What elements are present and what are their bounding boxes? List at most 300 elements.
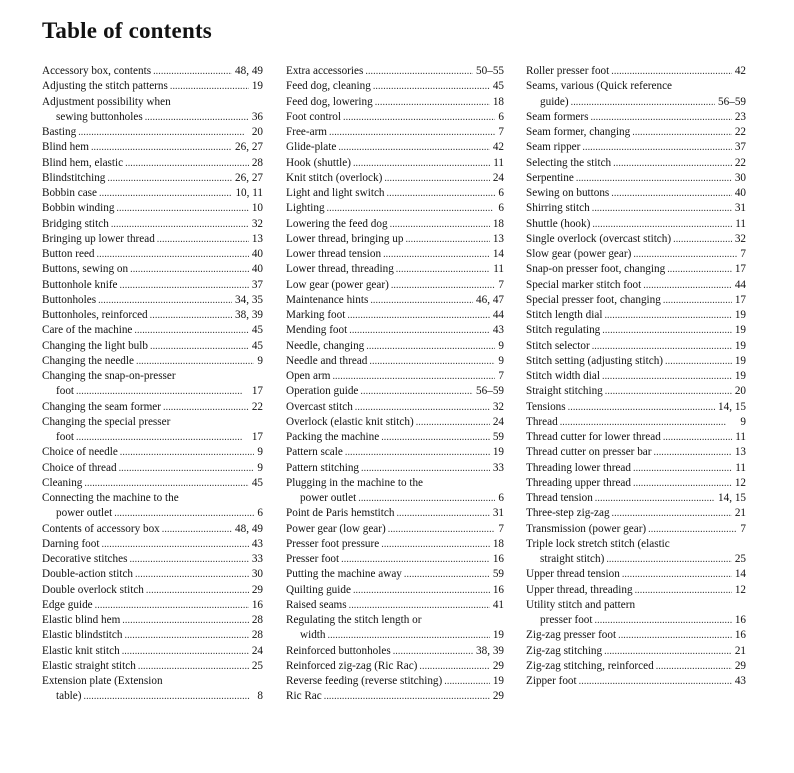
entry-label: Light and light switch	[286, 187, 385, 199]
index-entry	[526, 79, 746, 94]
dot-leader	[111, 217, 249, 232]
entry-page-number: 43	[251, 537, 263, 550]
index-entry	[42, 522, 263, 537]
entry-label: Selecting the stitch	[526, 156, 612, 169]
dot-leader	[107, 171, 232, 186]
index-entry	[286, 659, 504, 674]
dot-leader	[332, 369, 495, 384]
entry-page-number: 29	[492, 690, 504, 703]
entry-page-number: 45	[251, 476, 263, 489]
dot-leader	[654, 445, 732, 460]
entry-label: Serpentine	[526, 171, 574, 184]
entry-page-number: 56–59	[718, 95, 746, 108]
dot-leader	[98, 293, 232, 308]
dot-leader	[360, 384, 473, 399]
entry-label: Sewing on buttons	[526, 187, 610, 199]
entry-label: Point de Paris hemstitch	[286, 507, 395, 520]
entry-label: Stitch setting (adjusting stitch)	[526, 354, 664, 367]
index-entry	[286, 598, 504, 613]
index-entry	[42, 491, 263, 506]
dot-leader	[163, 400, 249, 415]
entry-label: Changing the special presser	[42, 415, 171, 428]
entry-page-number: 40	[251, 263, 263, 276]
entry-page-number: 38, 39	[235, 309, 263, 321]
entry-page-number: 11	[493, 156, 504, 169]
entry-page-number: 19	[734, 324, 746, 337]
dot-leader	[341, 552, 490, 567]
entry-label: Seam former, changing	[526, 126, 631, 138]
entry-page-number: 36	[251, 110, 263, 123]
dot-leader	[416, 415, 490, 430]
dot-leader	[613, 156, 732, 171]
entry-page-number: 6	[257, 507, 263, 520]
index-entry	[42, 110, 263, 125]
index-entry	[286, 110, 504, 125]
dot-leader	[604, 644, 732, 659]
dot-leader	[383, 247, 490, 262]
entry-label: Glide-plate	[286, 141, 337, 154]
entry-page-number: 7	[498, 370, 504, 382]
entry-page-number: 19	[492, 446, 504, 459]
entry-label: Extra accessories	[286, 65, 364, 77]
entry-label: Lighting	[286, 202, 325, 215]
dot-leader	[129, 552, 248, 567]
dot-leader	[120, 278, 249, 293]
dot-leader	[97, 247, 249, 262]
index-entry	[526, 659, 746, 674]
entry-label: Care of the machine	[42, 324, 133, 337]
entry-label: Thread cutter for lower thread	[526, 431, 661, 443]
entry-label: Needle and thread	[286, 354, 368, 367]
index-entry	[286, 674, 504, 689]
index-entry	[286, 430, 504, 445]
dot-leader	[568, 400, 715, 415]
dot-leader	[560, 415, 738, 430]
index-entry	[526, 522, 746, 537]
dot-leader	[576, 171, 732, 186]
entry-page-number: 16	[734, 614, 746, 626]
entry-label: Stitch length dial	[526, 309, 603, 321]
index-entry	[42, 613, 263, 628]
index-entry	[526, 140, 746, 155]
entry-page-number: 10, 11	[235, 187, 263, 199]
entry-page-number: 8	[257, 690, 263, 703]
index-entry	[42, 308, 263, 323]
index-entry	[286, 491, 504, 506]
index-entry	[286, 583, 504, 598]
entry-label: Lower thread, bringing up	[286, 232, 404, 245]
index-entry	[526, 217, 746, 232]
entry-page-number: 25	[251, 659, 263, 672]
index-entry	[526, 339, 746, 354]
dot-leader	[324, 689, 490, 704]
entry-page-number: 16	[251, 598, 263, 611]
entry-page-number: 28	[251, 614, 263, 626]
entry-label: Blind hem	[42, 141, 89, 154]
entry-page-number: 56–59	[476, 385, 504, 398]
dot-leader	[602, 323, 732, 338]
index-entry	[286, 278, 504, 293]
entry-page-number: 21	[734, 507, 746, 520]
entry-page-number: 48, 49	[235, 65, 263, 77]
index-entry	[42, 598, 263, 613]
entry-page-number: 32	[251, 217, 263, 230]
entry-page-number: 11	[735, 431, 746, 443]
entry-page-number: 18	[492, 217, 504, 230]
entry-page-number: 10	[251, 202, 263, 215]
entry-page-number: 13	[734, 446, 746, 459]
entry-page-number: 40	[734, 187, 746, 199]
entry-label: Open arm	[286, 370, 331, 382]
dot-leader	[405, 232, 489, 247]
index-entry	[42, 369, 263, 384]
entry-page-number: 33	[492, 461, 504, 474]
entry-label: Snap-on presser foot, changing	[526, 263, 666, 276]
index-entry	[526, 674, 746, 689]
dot-leader	[663, 293, 732, 308]
index-entry	[42, 64, 263, 79]
entry-label: Zig-zag presser foot	[526, 629, 617, 642]
dot-leader	[396, 262, 490, 277]
entry-page-number: 9	[498, 339, 504, 352]
entry-page-number: 19	[734, 309, 746, 321]
index-entry	[42, 262, 263, 277]
index-entry	[42, 278, 263, 293]
index-entry	[286, 95, 504, 110]
entry-label: Single overlock (overcast stitch)	[526, 232, 672, 245]
entry-page-number: 20	[251, 126, 263, 138]
entry-page-number: 42	[492, 141, 504, 154]
dot-leader	[136, 354, 254, 369]
dot-leader	[122, 613, 249, 628]
index-entry	[286, 156, 504, 171]
entry-label: Shuttle (hook)	[526, 217, 591, 230]
entry-page-number: 16	[492, 553, 504, 565]
index-entry	[286, 354, 504, 369]
dot-leader	[381, 430, 490, 445]
dot-leader	[162, 522, 232, 537]
entry-label: power outlet	[300, 492, 357, 504]
index-entry	[42, 339, 263, 354]
entry-page-number: 44	[734, 278, 746, 291]
entry-page-number: 7	[498, 126, 504, 138]
dot-leader	[369, 354, 495, 369]
entry-label: Zig-zag stitching, reinforced	[526, 659, 654, 672]
entry-label: Lowering the feed dog	[286, 217, 388, 230]
index-entry	[526, 476, 746, 491]
entry-label: Bridging stitch	[42, 217, 109, 230]
entry-label: Pattern stitching	[286, 461, 360, 474]
entry-label: Overcast stitch	[286, 400, 353, 413]
index-entry	[42, 628, 263, 643]
index-entry	[286, 217, 504, 232]
dot-leader	[150, 308, 232, 323]
dot-leader	[353, 583, 490, 598]
index-entry	[42, 79, 263, 94]
index-entry	[42, 445, 263, 460]
entry-page-number: 9	[740, 415, 746, 428]
index-entry	[526, 247, 746, 262]
dot-leader	[632, 125, 732, 140]
dot-leader	[101, 537, 248, 552]
entry-page-number: 19	[492, 629, 504, 642]
entry-page-number: 30	[734, 171, 746, 184]
entry-page-number: 37	[734, 141, 746, 154]
index-entry	[42, 689, 263, 704]
dot-leader	[343, 110, 495, 125]
page-title: Table of contents	[42, 18, 212, 43]
entry-page-number: 59	[492, 568, 504, 581]
index-entry	[42, 430, 263, 445]
entry-label: Quilting guide	[286, 583, 351, 596]
entry-page-number: 22	[734, 126, 746, 138]
entry-label: Cleaning	[42, 476, 83, 489]
entry-label: Lower thread, threading	[286, 263, 394, 276]
entry-label: Basting	[42, 126, 77, 138]
entry-label: Threading lower thread	[526, 461, 631, 474]
entry-label: Buttonholes, reinforced	[42, 309, 148, 321]
dot-leader	[396, 506, 489, 521]
entry-page-number: 33	[251, 553, 263, 565]
index-entry	[526, 308, 746, 323]
entry-page-number: 22	[251, 400, 263, 413]
index-entry	[286, 400, 504, 415]
entry-page-number: 32	[492, 400, 504, 413]
entry-label: Double-action stitch	[42, 568, 134, 581]
index-entry	[286, 369, 504, 384]
entry-label: presser foot	[540, 614, 593, 626]
index-entry	[526, 400, 746, 415]
index-entry	[42, 567, 263, 582]
index-entry	[42, 506, 263, 521]
dot-leader	[119, 461, 255, 476]
dot-leader	[387, 186, 496, 201]
entry-label: Putting the machine away	[286, 568, 402, 581]
entry-page-number: 9	[257, 461, 263, 474]
index-entry	[286, 628, 504, 643]
entry-label: Maintenance hints	[286, 293, 369, 306]
entry-label: Accessory box, contents	[42, 65, 152, 77]
entry-label: Roller presser foot	[526, 65, 610, 77]
dot-leader	[633, 461, 732, 476]
index-entry	[526, 278, 746, 293]
entry-label: Bringing up lower thread	[42, 232, 155, 245]
entry-page-number: 7	[498, 522, 504, 535]
entry-label: Zipper foot	[526, 675, 577, 687]
dot-leader	[353, 156, 490, 171]
entry-label: Needle, changing	[286, 339, 365, 352]
entry-page-number: 6	[498, 187, 504, 199]
entry-label: Operation guide	[286, 385, 359, 398]
dot-leader	[673, 232, 732, 247]
index-entry	[42, 674, 263, 689]
dot-leader	[370, 293, 473, 308]
entry-label: Seam ripper	[526, 141, 581, 154]
entry-label: Reinforced buttonholes	[286, 644, 391, 657]
entry-label: width	[300, 629, 326, 642]
entry-label: Elastic blindstitch	[42, 629, 123, 642]
dot-leader	[648, 522, 737, 537]
entry-page-number: 50–55	[476, 65, 504, 77]
entry-page-number: 45	[492, 80, 504, 93]
entry-label: straight stitch)	[540, 553, 605, 565]
dot-leader	[116, 201, 248, 216]
index-entry	[526, 644, 746, 659]
entry-page-number: 59	[492, 431, 504, 443]
index-entry	[526, 445, 746, 460]
entry-label: Buttons, sewing on	[42, 263, 129, 276]
entry-page-number: 26, 27	[235, 141, 263, 154]
entry-page-number: 17	[251, 385, 263, 398]
entry-page-number: 31	[734, 202, 746, 215]
entry-label: Connecting the machine to the	[42, 492, 179, 504]
dot-leader	[390, 217, 490, 232]
entry-label: Upper thread tension	[526, 568, 620, 581]
dot-leader	[592, 339, 732, 354]
entry-page-number: 44	[492, 309, 504, 321]
entry-label: Foot control	[286, 110, 342, 123]
entry-page-number: 12	[734, 476, 746, 489]
dot-leader	[393, 644, 473, 659]
entry-label: Stitch regulating	[526, 324, 601, 337]
index-entry	[42, 461, 263, 476]
entry-page-number: 17	[251, 431, 263, 443]
dot-leader	[571, 95, 715, 110]
entry-page-number: 11	[493, 263, 504, 276]
entry-page-number: 43	[492, 324, 504, 337]
index-entry	[286, 186, 504, 201]
entry-label: Straight stitching	[526, 385, 603, 398]
entry-page-number: 11	[735, 461, 746, 474]
entry-page-number: 25	[734, 553, 746, 565]
index-entry	[42, 186, 263, 201]
entry-label: Choice of thread	[42, 461, 117, 474]
entry-page-number: 23	[734, 110, 746, 123]
entry-page-number: 19	[492, 675, 504, 687]
dot-leader	[602, 369, 732, 384]
dot-leader	[365, 64, 473, 79]
dot-leader	[444, 674, 490, 689]
index-entry	[526, 95, 746, 110]
index-entry	[526, 537, 746, 552]
index-entry	[286, 125, 504, 140]
entry-label: Mending foot	[286, 324, 348, 337]
dot-leader	[122, 644, 249, 659]
entry-page-number: 45	[251, 339, 263, 352]
entry-label: Thread cutter on presser bar	[526, 446, 652, 459]
entry-page-number: 7	[740, 248, 746, 260]
entry-label: Knit stitch (overlock)	[286, 171, 383, 184]
index-column-2	[286, 64, 504, 705]
entry-page-number: 12	[734, 583, 746, 596]
entry-page-number: 24	[492, 171, 504, 184]
dot-leader	[125, 156, 249, 171]
dot-leader	[130, 262, 249, 277]
index-entry	[286, 293, 504, 308]
dot-leader	[83, 689, 254, 704]
dot-leader	[663, 430, 732, 445]
dot-leader	[120, 445, 255, 460]
entry-label: Power gear (low gear)	[286, 522, 386, 535]
dot-leader	[611, 64, 732, 79]
index-entry	[526, 613, 746, 628]
entry-page-number: 16	[492, 583, 504, 596]
entry-page-number: 41	[492, 598, 504, 611]
entry-label: Upper thread, threading	[526, 583, 633, 596]
entry-label: Free-arm	[286, 126, 327, 138]
index-entry	[526, 583, 746, 598]
entry-page-number: 19	[734, 370, 746, 382]
entry-page-number: 28	[251, 156, 263, 169]
index-entry	[286, 247, 504, 262]
index-entry	[286, 552, 504, 567]
dot-leader	[618, 628, 732, 643]
dot-leader	[358, 491, 495, 506]
entry-label: power outlet	[56, 507, 113, 520]
entry-page-number: 6	[498, 202, 504, 215]
index-entry	[526, 354, 746, 369]
index-entry	[526, 156, 746, 171]
index-entry	[286, 262, 504, 277]
dot-leader	[347, 308, 489, 323]
index-entry	[526, 461, 746, 476]
index-entry	[42, 156, 263, 171]
dot-leader	[76, 430, 249, 445]
entry-label: Elastic knit stitch	[42, 644, 120, 657]
entry-label: Slow gear (power gear)	[526, 248, 632, 260]
dot-leader	[99, 186, 232, 201]
index-entry	[286, 323, 504, 338]
index-entry	[286, 201, 504, 216]
entry-label: Buttonhole knife	[42, 278, 118, 291]
entry-page-number: 37	[251, 278, 263, 291]
entry-label: Low gear (power gear)	[286, 278, 389, 291]
entry-label: Blind hem, elastic	[42, 156, 124, 169]
entry-label: foot	[56, 431, 75, 443]
index-entry	[42, 217, 263, 232]
entry-page-number: 18	[492, 95, 504, 108]
index-entry	[286, 613, 504, 628]
dot-leader	[91, 140, 232, 155]
index-entry	[42, 201, 263, 216]
index-entry	[286, 64, 504, 79]
index-entry	[42, 659, 263, 674]
dot-leader	[349, 598, 490, 613]
entry-page-number: 13	[251, 232, 263, 245]
entry-label: Extension plate (Extension	[42, 675, 163, 687]
dot-leader	[605, 384, 732, 399]
entry-label: Adjusting the stitch patterns	[42, 80, 168, 93]
entry-page-number: 9	[257, 446, 263, 459]
entry-label: Zig-zag stitching	[526, 644, 603, 657]
entry-page-number: 38, 39	[476, 644, 504, 657]
entry-label: Bobbin case	[42, 187, 97, 199]
entry-page-number: 40	[251, 248, 263, 260]
dot-leader	[153, 64, 232, 79]
index-entry	[286, 522, 504, 537]
index-entry	[286, 445, 504, 460]
dot-leader	[375, 95, 490, 110]
dot-leader	[388, 522, 496, 537]
index-entry	[526, 430, 746, 445]
entry-label: Triple lock stretch stitch (elastic	[526, 537, 670, 550]
entry-page-number: 31	[492, 507, 504, 520]
dot-leader	[667, 262, 732, 277]
entry-label: Bobbin winding	[42, 202, 115, 215]
index-entry	[42, 415, 263, 430]
dot-leader	[361, 461, 490, 476]
dot-leader	[384, 171, 490, 186]
